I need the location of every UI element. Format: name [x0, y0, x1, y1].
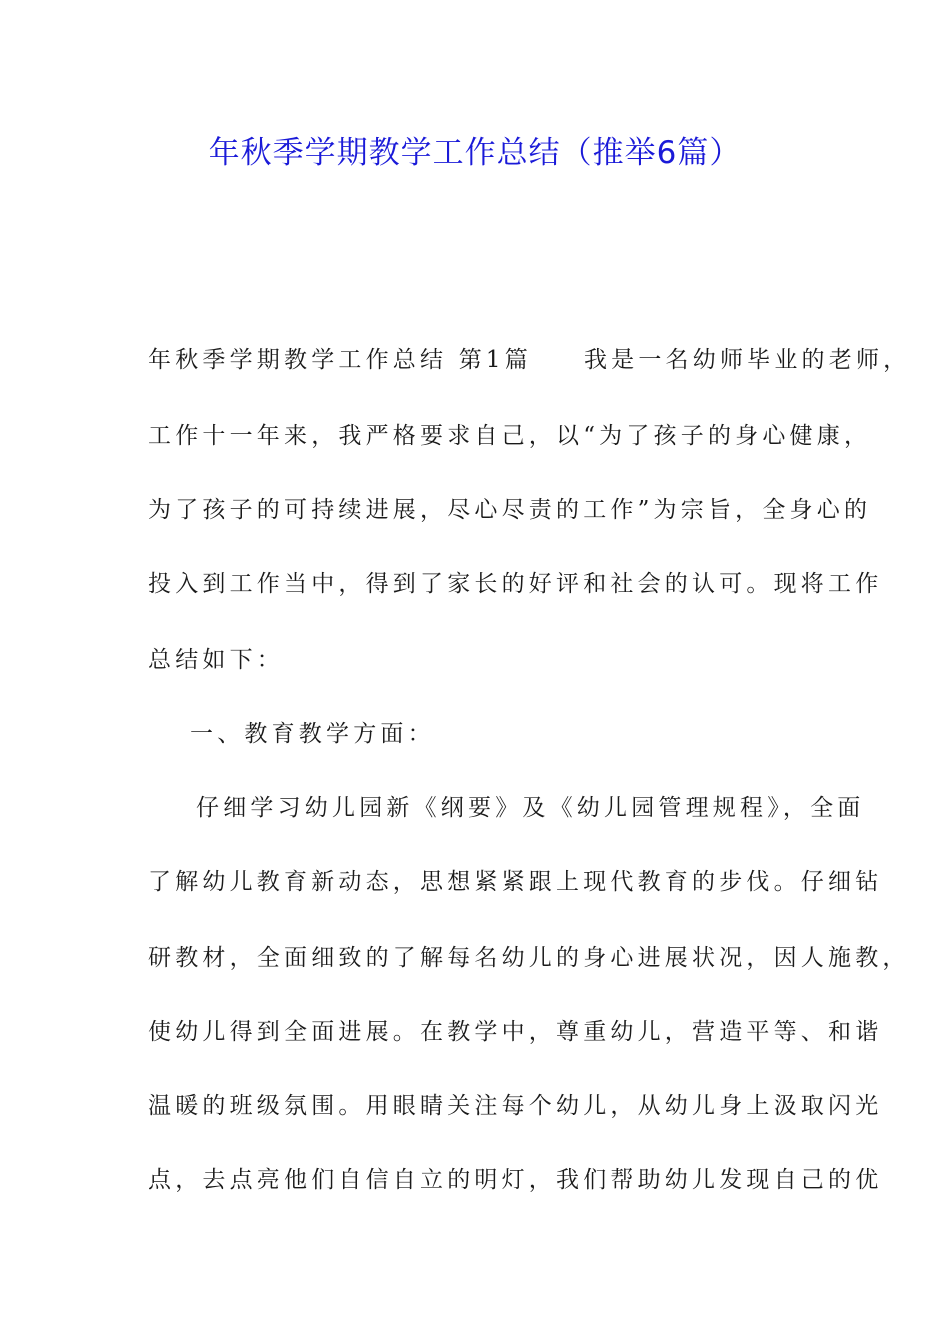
- paragraph-line-4: 投入到工作当中，得到了家长的好评和社会的认可。现将工作: [148, 571, 883, 597]
- section-heading: 一、教育教学方面：: [190, 721, 435, 747]
- paragraph-line-11: 点，去点亮他们自信自立的明灯，我们帮助幼儿发现自己的优: [148, 1167, 883, 1193]
- paragraph-line-10: 温暖的班级氛围。用眼睛关注每个幼儿，从幼儿身上汲取闪光: [148, 1093, 883, 1119]
- paragraph-line-5: 总结如下：: [148, 647, 284, 673]
- paragraph-line-1: [148, 342, 910, 378]
- paragraph-line-8: 研教材，全面细致的了解每名幼儿的身心进展状况，因人施教，: [148, 945, 910, 971]
- paragraph-line-2: 工作十一年来，我严格要求自己，以“为了孩子的身心健康，: [148, 423, 872, 449]
- paragraph-line-9: 使幼儿得到全面进展。在教学中，尊重幼儿，营造平等、和谐: [148, 1019, 883, 1045]
- paragraph-line-7: 了解幼儿教育新动态，思想紧紧跟上现代教育的步伐。仔细钻: [148, 869, 883, 895]
- paragraph-line-6: 仔细学习幼儿园新《纲要》及《幼儿园管理规程》，全面: [196, 795, 865, 821]
- paragraph-text: 我是一名幼师毕业的老师，: [583, 347, 911, 373]
- document-title: 年秋季学期教学工作总结（推举6篇）: [208, 135, 742, 171]
- paragraph-line-3: 为了孩子的可持续进展，尽心尽责的工作”为宗旨，全身心的: [148, 497, 872, 523]
- section-heading-inline: 年秋季学期教学工作总结 第1篇: [148, 347, 532, 373]
